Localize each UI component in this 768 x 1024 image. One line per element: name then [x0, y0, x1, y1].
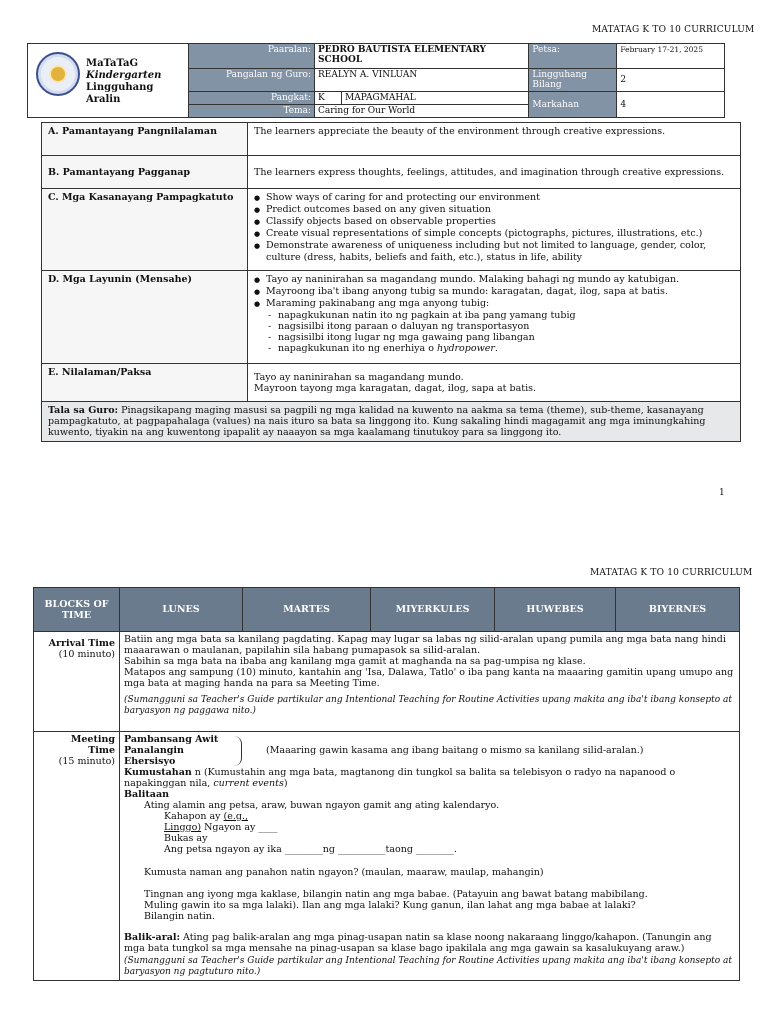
list-item: ● Predict outcomes based on any given situation [254, 204, 491, 215]
guro-value: REALYN A. VINLUAN [315, 69, 529, 92]
tema-value: Caring for Our World [315, 105, 529, 118]
list-item: ● Demonstrate awareness of uniqueness including but not limited to language, gender, color, culture (dress, habits, beliefs and faith, etc.), status in life, ability [254, 240, 707, 263]
list-item: ● Maraming pakinabang ang mga anyong tubig: [254, 298, 490, 309]
list-item: ● Classify objects based on observable properties [254, 216, 496, 227]
section-c-content [248, 189, 741, 271]
col-miyerkules: MIYERKULES [371, 588, 495, 632]
list-item: ● Create visual representations of simple concepts (pictographs, pictures, illustrations, etc.) [254, 228, 703, 239]
section-b-text: The learners express thoughts, feelings, attitudes, and imagination through creative expressions. [248, 156, 741, 189]
pangkat-label: Pangkat: [189, 92, 315, 105]
markahan-label: Markahan [529, 92, 617, 118]
curriculum-title: MATATAG K TO 10 CURRICULUM [592, 25, 755, 35]
col-huwebes: HUWEBES [495, 588, 616, 632]
linggo-label: Lingguhang Bilang [529, 69, 617, 92]
section-d-content [248, 271, 741, 364]
lesson-sections-table [41, 122, 741, 442]
tala-sa-guro: Tala sa Guro: Pinagsikapang maging masusi sa pagpili ng mga kalidad na kuwento na aakma sa tema (theme), sub-theme, kasanayang pampagkatuto, at pagpapahalaga (values) na nais ituro sa bata sa linggong ito. Kung sakaling hindi magagamit ang mga iminungkahing kuwento, tiyakin na ang kuwentong ipapalit ay naaayon sa mga kaalamang tinutukoy para sa linggong ito. [42, 402, 741, 442]
petsa-label: Petsa: [529, 44, 617, 69]
meeting-time-label: Meeting Time (15 minuto) [34, 732, 120, 981]
deped-seal-icon [36, 52, 80, 96]
col-blocks-of-time: BLOCKS OF TIME [34, 588, 120, 632]
paaralan-value: PEDRO BAUTISTA ELEMENTARY SCHOOL [315, 44, 529, 69]
section-e-content: Tayo ay naninirahan sa magandang mundo. Mayroon tayong mga karagatan, dagat, ilog, sapa at batis. [248, 364, 741, 402]
guro-label: Pangalan ng Guro: [189, 69, 315, 92]
list-subitem: - nagsisilbi itong lugar ng mga gawaing pang libangan [254, 332, 734, 343]
schedule-table [33, 587, 740, 981]
tema-label: Tema: [189, 105, 315, 118]
brace-icon [232, 736, 242, 766]
section-a-text: The learners appreciate the beauty of the environment through creative expressions. [248, 123, 741, 156]
list-item: ● Mayroong iba't ibang anyong tubig sa mundo: karagatan, dagat, ilog, sapa at batis. [254, 286, 668, 297]
linggo-value: 2 [617, 69, 725, 92]
section-c-label: C. Mga Kasanayang Pampagkatuto [42, 189, 248, 271]
markahan-value: 4 [617, 92, 725, 118]
list-item: ● Tayo ay naninirahan sa magandang mundo. Malaking bahagi ng mundo ay katubigan. [254, 274, 680, 285]
logo-cell [28, 44, 189, 118]
curriculum-title-page2: MATATAG K TO 10 CURRICULUM [590, 568, 753, 578]
arrival-time-label: Arrival Time (10 minuto) [34, 632, 120, 732]
section-e-label: E. Nilalaman/Paksa [42, 364, 248, 402]
col-martes: MARTES [243, 588, 371, 632]
section-a-label: A. Pamantayang Pangnilalaman [42, 123, 248, 156]
brand-block: MaTaTaG Kindergarten Lingguhang Aralin [86, 58, 162, 105]
lesson-header-table [27, 43, 725, 118]
petsa-value: February 17-21, 2025 [617, 44, 725, 69]
arrival-time-content: Batiin ang mga bata sa kanilang pagdating. Kapag may lugar sa labas ng silid-aralan upang pumila ang mga bata nang hindi maaarawan o maulanan, papilahin sila habang pumapasok sa silid-aralan. Sabihin sa mga bata na ibaba ang kanilang mga gamit at maghanda na sa pag-umpisa ng klase. Matapos ang sampung (10) minuto, kantahin ang 'Isa, Dalawa, Tatlo' o iba pang kanta na maaaring gamitin upang umupo ang mga bata at maging handa na para sa Meeting Time. (Sumangguni sa Teacher's Guide partikular ang Intentional Teaching for Routine Activities upang makita ang iba't ibang konsepto at baryasyon ng paggawa nito.) [120, 632, 740, 732]
pangkat-value-grade: K [315, 92, 342, 105]
list-item: ● Show ways of caring for and protecting our environment [254, 192, 540, 203]
pangkat-value-section: MAPAGMAHAL [342, 92, 529, 105]
list-subitem: - napagkukunan ito ng enerhiya o hydropower. [254, 343, 734, 354]
list-subitem: - napagkukunan natin ito ng pagkain at iba pang yamang tubig [254, 310, 734, 321]
page-number: 1 [719, 488, 725, 498]
col-biyernes: BIYERNES [616, 588, 740, 632]
col-lunes: LUNES [120, 588, 243, 632]
meeting-time-content: Pambansang Awit Panalangin Ehersisyo (Maaaring gawin kasama ang ibang baitang o mismo sa kanilang silid-aralan.) Kumustahan n (Kumustahin ang mga bata, magtanong din tungkol sa balita sa telebisyon o radyo na napanood o napakinggan nila, current events) Balitaan Ating alamin ang petsa, araw, buwan ngayon gamit ang ating kalendaryo. Kahapon ay (e.g., Linggo) Ngayon ay ____ Bukas ay Ang petsa ngayon ay ika ________ng __________taong ________. Kumusta naman ang panahon natin ngayon? (maulan, maaraw, maulap, mahangin) Tingnan ang iyong mga kaklase, bilangin natin ang mga babae. (Patayuin ang bawat batang mabibilang. Muling gawin ito sa mga lalaki). Ilan ang mga lalaki? Kung ganun, ilan lahat ang mga babae at lalaki? Bilangin natin. Balik-aral: Ating pag balik-aralan ang mga pinag-usapan natin sa klase noong nakaraang linggo/kahapon. (Tanungin ang mga bata tungkol sa mga mensahe na pinag-usapan sa klase bago ipakilala ang mga gawain sa kasalukuyang araw.) (Sumangguni sa Teacher's Guide partikular ang Intentional Teaching for Routine Activities upang makita ang iba't ibang konsepto at baryasyon ng pagtuturo nito.) [120, 732, 740, 981]
section-d-label: D. Mga Layunin (Mensahe) [42, 271, 248, 364]
paaralan-label: Paaralan: [189, 44, 315, 69]
list-subitem: - nagsisilbi itong paraan o daluyan ng transportasyon [254, 321, 734, 332]
section-b-label: B. Pamantayang Pagganap [42, 156, 248, 189]
